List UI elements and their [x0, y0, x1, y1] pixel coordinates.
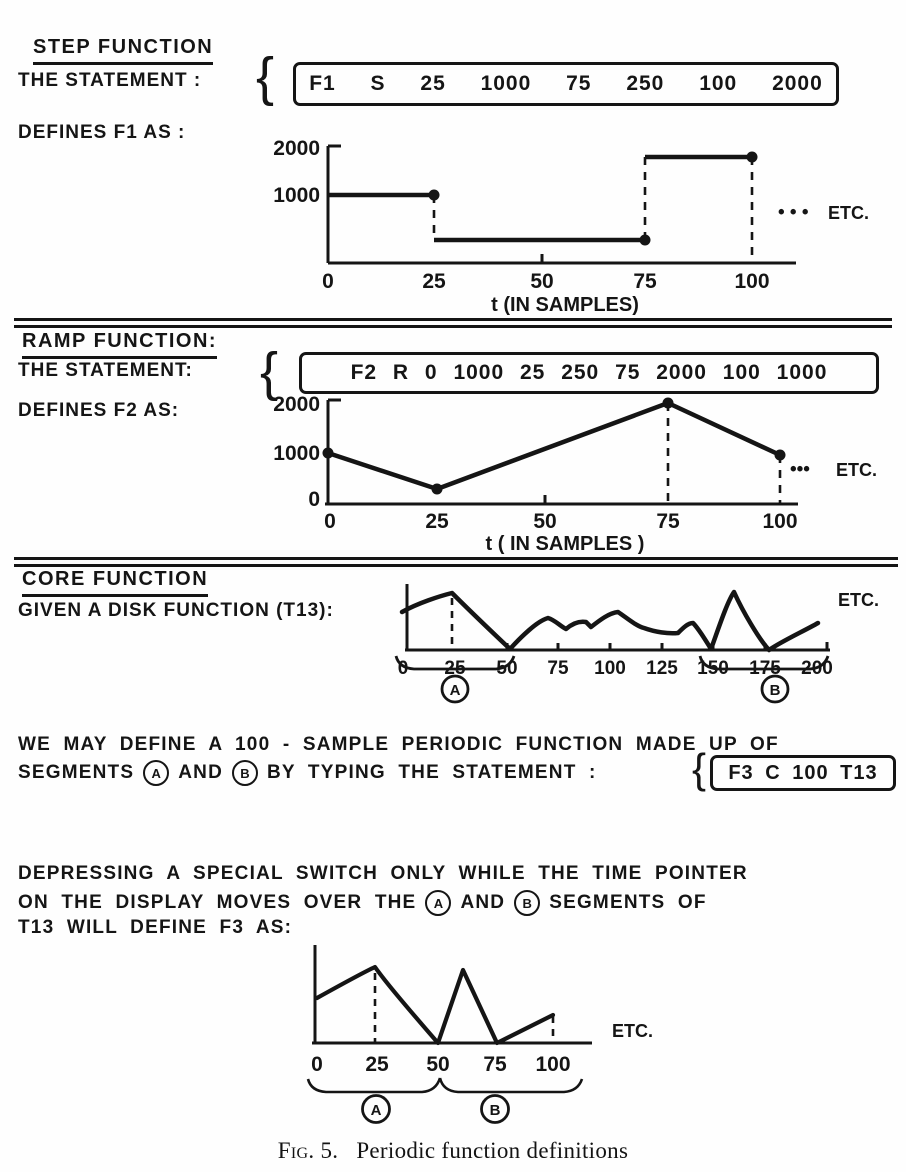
- figure-caption-text: Periodic function definitions: [356, 1138, 629, 1163]
- ramp-plot-line: [328, 403, 780, 489]
- f3-segment-b-brace: [440, 1078, 582, 1092]
- define-paragraph-line1: WE MAY DEFINE A 100 - SAMPLE PERIODIC FUNCTION MADE UP OF: [18, 734, 779, 755]
- core-xtick-75: 75: [547, 658, 569, 679]
- segment-b-letter: B: [522, 895, 532, 911]
- step-defines-label: DEFINES F1 AS :: [18, 122, 186, 143]
- core-xtick-25: 25: [444, 658, 466, 679]
- f3-segment-b-label: B: [489, 1102, 501, 1119]
- f3-segment-a-label: A: [370, 1102, 382, 1119]
- step-section-title: STEP FUNCTION: [33, 36, 213, 65]
- define-paragraph-segments-word: SEGMENTS: [18, 762, 135, 783]
- figure-caption-number: Fig. 5.: [277, 1138, 339, 1163]
- step-xtick-25: 25: [422, 270, 446, 293]
- section-divider-2: [14, 557, 898, 567]
- ramp-section-title: RAMP FUNCTION:: [22, 330, 217, 359]
- circled-a-icon: [143, 760, 169, 786]
- f3-xtick-100: 100: [535, 1053, 571, 1076]
- ramp-plot-dashed-lines: [668, 403, 780, 504]
- step-xtick-0: 0: [322, 270, 334, 293]
- section-divider-1: [14, 318, 892, 328]
- ramp-open-brace: {: [260, 342, 279, 402]
- switch-paragraph-line2-pre: ON THE DISPLAY MOVES OVER THE: [18, 892, 417, 913]
- switch-paragraph-and-word: AND: [460, 892, 506, 913]
- define-paragraph-line2: [18, 760, 597, 786]
- core-xtick-100: 100: [594, 658, 626, 679]
- core-section-title: CORE FUNCTION: [22, 568, 208, 597]
- step-continuation-dots: • • •: [778, 202, 809, 223]
- core-plot-axes: [405, 584, 830, 650]
- define-paragraph-and-word: AND: [178, 762, 223, 783]
- segment-a-letter: A: [151, 765, 161, 781]
- f3-plot: [290, 940, 670, 1125]
- ramp-xtick-100: 100: [762, 510, 798, 533]
- ramp-statement-box: F2 R 0 1000 25 250 75 2000 100 1000: [299, 352, 879, 394]
- ramp-xtick-0: 0: [324, 510, 336, 533]
- f3-plot-dashed-lines: [375, 973, 553, 1043]
- f3-xtick-0: 0: [311, 1053, 323, 1076]
- switch-paragraph-line2: [18, 890, 707, 916]
- core-xtick-200: 200: [801, 658, 833, 679]
- step-plot: [250, 135, 906, 315]
- f3-plot-axes: [312, 945, 592, 1043]
- core-statement-box: F3 C 100 T13: [710, 755, 896, 791]
- step-plot-dashed-lines: [434, 157, 752, 263]
- core-given-label: GIVEN A DISK FUNCTION (T13):: [18, 600, 334, 621]
- step-statement-label: THE STATEMENT :: [18, 70, 202, 91]
- ramp-xaxis-label: t ( IN SAMPLES ): [485, 533, 645, 555]
- step-plot-axes: [328, 146, 796, 263]
- ramp-continuation-dots: •••: [790, 459, 810, 480]
- ramp-defines-label: DEFINES F2 AS:: [18, 400, 180, 421]
- ramp-ytick-0: 0: [308, 488, 320, 511]
- switch-paragraph-line2-post: SEGMENTS OF: [549, 892, 707, 913]
- step-xtick-75: 75: [633, 270, 657, 293]
- f3-xtick-50: 50: [426, 1053, 450, 1076]
- core-segment-a-label: A: [449, 682, 461, 699]
- ramp-ytick-1000: 1000: [273, 442, 320, 465]
- core-statement-open-brace: {: [692, 745, 707, 792]
- figure-caption: [0, 1138, 906, 1164]
- step-ytick-1000: 1000: [273, 184, 320, 207]
- step-open-brace: {: [256, 47, 275, 107]
- core-etc-label: ETC.: [838, 590, 880, 610]
- core-plot: [390, 578, 906, 725]
- core-xtick-125: 125: [646, 658, 678, 679]
- circled-a-icon: [425, 890, 451, 916]
- f3-segment-a-brace: [308, 1078, 440, 1092]
- ramp-xtick-25: 25: [425, 510, 449, 533]
- core-xtick-50: 50: [496, 658, 518, 679]
- core-segment-b-label: B: [769, 682, 781, 699]
- ramp-etc-label: ETC.: [836, 460, 878, 480]
- core-xtick-0: 0: [397, 658, 409, 679]
- segment-a-letter: A: [433, 895, 444, 911]
- f3-etc-label: ETC.: [612, 1021, 654, 1041]
- step-statement-box: F1 S 25 1000 75 250 100 2000: [293, 62, 839, 106]
- f3-plot-curve: [317, 967, 553, 1043]
- core-xtick-150: 150: [697, 658, 729, 679]
- ramp-ytick-2000: 2000: [273, 393, 320, 416]
- step-etc-label: ETC.: [828, 203, 870, 223]
- core-plot-curve: [402, 592, 818, 650]
- ramp-plot-axes: [325, 400, 798, 504]
- step-plot-steps: [328, 157, 752, 240]
- f3-xtick-75: 75: [483, 1053, 507, 1076]
- switch-paragraph-line3: T13 WILL DEFINE F3 AS:: [18, 917, 293, 938]
- ramp-xtick-75: 75: [656, 510, 680, 533]
- core-xtick-175: 175: [749, 658, 781, 679]
- ramp-plot: [250, 392, 906, 556]
- segment-b-letter: B: [240, 765, 250, 781]
- circled-b-icon: [232, 760, 258, 786]
- step-xaxis-label: t (IN SAMPLES): [491, 294, 639, 315]
- step-xtick-50: 50: [530, 270, 554, 293]
- step-plot-point-markers: [429, 152, 758, 246]
- step-ytick-2000: 2000: [273, 137, 320, 160]
- f3-xtick-25: 25: [365, 1053, 389, 1076]
- switch-paragraph-line1: DEPRESSING A SPECIAL SWITCH ONLY WHILE THE TIME POINTER: [18, 863, 748, 884]
- step-xtick-100: 100: [734, 270, 770, 293]
- circled-b-icon: [514, 890, 540, 916]
- ramp-statement-label: THE STATEMENT:: [18, 360, 193, 381]
- ramp-xtick-50: 50: [533, 510, 557, 533]
- define-paragraph-rest: BY TYPING THE STATEMENT :: [267, 762, 597, 783]
